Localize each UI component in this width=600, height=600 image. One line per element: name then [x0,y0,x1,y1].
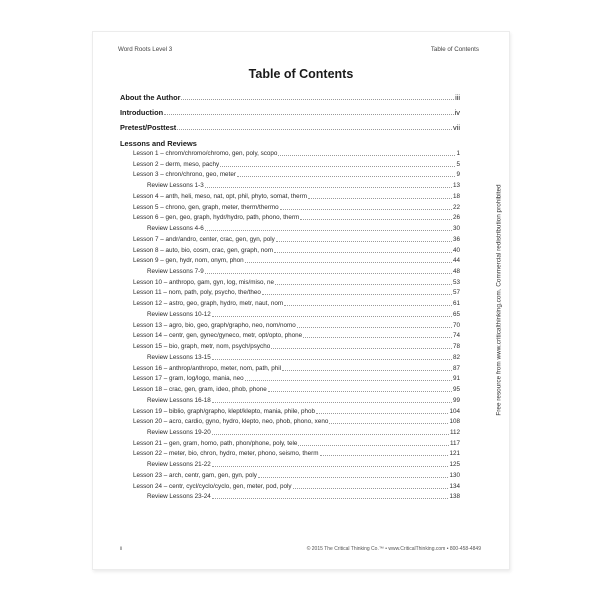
toc-lesson-entry[interactable] [133,332,460,340]
page-number: 99 [452,396,460,404]
toc-review-entry[interactable] [147,311,460,319]
dot-leader [278,154,455,156]
entry-label: Lesson 17 – gram, log/logo, mania, neo [133,375,244,383]
toc-lesson-entry[interactable] [133,257,460,265]
entry-label: Lesson 19 – biblio, graph/grapho, klept/klepto, mania, phile, phob [133,407,316,415]
toc-lesson-entry[interactable] [133,343,460,351]
dot-leader [303,336,452,338]
toc-lesson-entry[interactable] [133,440,460,448]
entry-label: Review Lessons 10-12 [147,310,211,318]
dot-leader [177,128,452,130]
dot-leader [275,283,452,285]
entry-label: Lesson 2 – derm, meso, pachy [133,160,220,168]
page-number: iv [454,108,460,117]
entry-label: Lesson 24 – centr, cycl/cyclo/cyclo, gen, meter, pod, poly [133,482,292,490]
entry-label: Lesson 1 – chrom/chromo/chromo, gen, poly, scopo [133,150,278,157]
entry-label: Review Lessons 21-22 [147,461,211,469]
page-number: 57 [452,289,460,297]
page-number: 87 [452,364,460,372]
page-number: 82 [452,353,460,361]
page-number: 53 [452,278,460,286]
page-number: 121 [449,450,460,458]
toc-lesson-entry[interactable] [133,365,460,373]
toc-lesson-entry[interactable] [133,300,460,308]
entry-label: Lesson 14 – centr, gen, gynec/gyneco, metr, opt/opto, phone [133,332,303,340]
dot-leader [308,197,452,199]
entry-label: Review Lessons 16-18 [147,396,211,404]
dot-leader [164,113,454,115]
dot-leader [274,251,452,253]
toc-lesson-entry[interactable] [133,375,460,383]
page-title: Table of Contents [248,67,354,81]
dot-leader [297,326,452,328]
entry-label: Lesson 11 – nom, path, poly, psycho, the/theo [133,289,261,297]
dot-leader [280,208,452,210]
toc-lesson-entry[interactable] [133,279,460,287]
entry-label: Review Lessons 4-6 [147,225,204,233]
page-number: 9 [456,171,460,179]
toc-lesson-entry[interactable] [133,204,460,212]
toc-lesson-entry[interactable] [133,450,460,458]
entry-label: Lesson 7 – andr/andro, center, crac, gen, gyn, poly [133,235,275,243]
footer-copyright: © 2015 The Critical Thinking Co.™ • www.CriticalThinking.com • 800-458-4849 [306,546,481,552]
entry-label: Lesson 9 – gen, hydr, nom, onym, phon [133,257,244,265]
entry-label: Lesson 8 – auto, bio, cosm, crac, gen, graph, nom [133,246,274,254]
entry-label: Lesson 10 – anthropo, gam, gyn, log, mis/miso, ne [133,278,275,286]
entry-label: Lesson 15 – bio, graph, metr, nom, psych/psycho [133,343,271,351]
dot-leader [268,390,452,392]
page-number: 65 [452,310,460,318]
entry-label: Lesson 13 – agro, bio, geo, graph/grapho, neo, nom/nomo [133,321,296,329]
page-number: 18 [452,192,460,200]
page-number: 44 [452,257,460,265]
entry-label: Lesson 16 – anthrop/anthropo, meter, nom, path, phil [133,364,282,372]
toc-lesson-entry[interactable] [133,193,460,201]
toc-lesson-entry[interactable] [133,150,460,158]
page-number: 138 [449,493,460,501]
running-head-right: Table of Contents [430,46,479,53]
dot-leader [329,422,448,424]
toc-lesson-entry[interactable] [133,171,460,179]
toc-lesson-entry[interactable] [133,236,460,244]
dot-leader [212,358,452,360]
toc-review-entry[interactable] [147,268,460,276]
page-number: 108 [449,418,460,426]
dot-leader [220,165,455,167]
running-head-left: Word Roots Level 3 [118,46,173,53]
page-number: 40 [452,246,460,254]
toc-entry-pretest-posttest[interactable]: Pretest/Posttest vii [120,123,460,132]
toc-review-entry[interactable] [147,397,460,405]
page-number: 117 [449,439,460,447]
entry-label: Lesson 3 – chron/chrono, geo, meter [133,171,236,179]
toc-lesson-entry[interactable] [133,289,460,297]
dot-leader [316,412,448,414]
entry-label: Lesson 20 – acro, cardio, gyno, hydro, klepto, neo, phob, phono, xeno [133,418,329,426]
entry-label: Review Lessons 19-20 [147,428,211,436]
page-number: 125 [449,461,460,469]
entry-label: Lesson 21 – gen, gram, homo, path, phon/phone, poly, tele [133,439,298,447]
page-number: 48 [452,268,460,276]
toc-lesson-entry[interactable] [133,418,460,426]
entry-label: Review Lessons 23-24 [147,493,211,501]
toc-lesson-entry[interactable] [133,408,460,416]
toc-review-entry[interactable] [147,429,460,437]
toc-entry-about-author[interactable]: About the Author iii [120,93,460,102]
toc-lesson-entry[interactable] [133,247,460,255]
page-number: 91 [452,375,460,383]
page-number: 36 [452,235,460,243]
toc-review-entry[interactable] [147,182,460,190]
dot-leader [320,454,449,456]
footer-page-number: ii [120,546,123,552]
entry-label: Review Lessons 7-9 [147,268,204,276]
entry-label: Lesson 4 – anth, heli, meso, nat, opt, phil, phyto, somat, therm [133,192,307,200]
entry-label: Review Lessons 1-3 [147,182,204,190]
page-number: 74 [452,332,460,340]
dot-leader [245,379,452,381]
dot-leader [212,465,449,467]
dot-leader [284,304,452,306]
toc-lesson-entry[interactable] [133,386,460,394]
dot-leader [212,315,452,317]
page-number: 22 [452,203,460,211]
dot-leader [298,444,449,446]
dot-leader [276,240,452,242]
page-number: iii [455,93,460,102]
page-number: 1 [456,150,460,157]
toc-lesson-entry[interactable] [133,161,460,169]
toc-lesson-entry[interactable] [133,472,460,480]
dot-leader [300,218,452,220]
entry-label: Review Lessons 13-15 [147,353,211,361]
toc-review-entry[interactable] [147,493,460,501]
page-number: 104 [449,407,460,415]
page-number: 112 [449,428,460,436]
section-heading-lessons: Lessons and Reviews [120,139,197,148]
toc-review-entry[interactable] [147,354,460,362]
dot-leader [262,293,452,295]
page-number: 130 [449,471,460,479]
dot-leader [205,229,452,231]
document-page [92,31,510,570]
side-watermark: Free resource from www.criticalthinking.com. Commercial redistribution prohibited [495,184,503,416]
entry-label: Lesson 23 – arch, centr, gam, gen, gyn, poly [133,471,257,479]
entry-label: Lesson 5 – chrono, gen, graph, meter, therm/thermo [133,203,279,211]
page-number: 26 [452,214,460,222]
dot-leader [212,497,449,499]
page-number: 13 [452,182,460,190]
page-number: 78 [452,343,460,351]
toc-entry-introduction[interactable]: Introduction iv [120,108,460,117]
dot-leader [237,175,456,177]
page-number: 30 [452,225,460,233]
page-number: vii [453,123,460,132]
dot-leader [205,272,452,274]
page-number: 61 [452,300,460,308]
dot-leader [293,487,449,489]
dot-leader [271,347,452,349]
dot-leader [212,401,452,403]
dot-leader [258,476,449,478]
dot-leader [205,186,452,188]
toc-review-entry[interactable] [147,461,460,469]
entry-label: Lesson 12 – astro, geo, graph, hydro, metr, naut, nom [133,300,284,308]
page-number: 70 [452,321,460,329]
dot-leader [282,369,452,371]
dot-leader [245,261,452,263]
page-number: 134 [449,482,460,490]
entry-label: Lesson 6 – gen, geo, graph, hydr/hydro, path, phono, therm [133,214,300,222]
entry-label: Lesson 22 – meter, bio, chron, hydro, meter, phono, seismo, therm [133,450,319,458]
page-number: 5 [456,160,460,168]
toc-lesson-entry[interactable] [133,322,460,330]
dot-leader [212,433,449,435]
dot-leader [181,98,454,100]
entry-label: Lesson 18 – crac, gen, gram, ideo, phob, phone [133,386,267,394]
toc-review-entry[interactable] [147,225,460,233]
toc-lesson-entry[interactable] [133,214,460,222]
toc-lesson-entry[interactable] [133,483,460,491]
page-number: 95 [452,386,460,394]
